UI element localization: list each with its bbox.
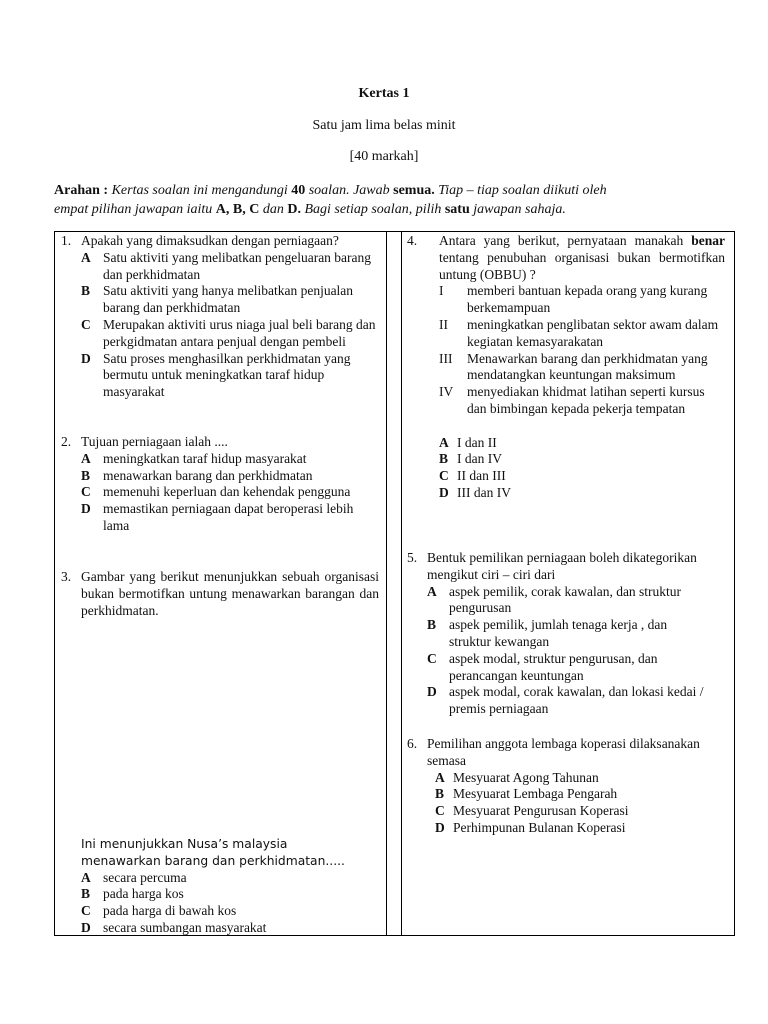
option-text: secara sumbangan masyarakat (103, 919, 267, 935)
option-text: Mesyuarat Pengurusan Koperasi (453, 803, 629, 819)
option-text: Mesyuarat Lembaga Pengarah (453, 786, 618, 802)
question-number: 4. (407, 233, 418, 248)
option-letter: D (427, 684, 437, 700)
question-text: Antara yang berikut, pernyataan manakah (439, 233, 684, 248)
option-text: Merupakan aktiviti urus niaga jual beli barang dan perkgidmatan antara penjual dengan pembeli (103, 316, 376, 349)
statement-text: memberi bantuan kepada orang yang kurang berkemampuan (467, 283, 708, 316)
option-text: menawarkan barang dan perkhidmatan (103, 467, 313, 483)
column-divider (401, 232, 402, 935)
instructions-count: 40 (291, 183, 306, 198)
question-number: 3. (61, 569, 72, 584)
column-divider (386, 232, 387, 935)
option-letter: D (81, 919, 91, 935)
option-text: meningkatkan taraf hidup masyarakat (103, 450, 307, 466)
option-letter: D (435, 819, 445, 835)
question-number: 5. (407, 550, 418, 565)
question-5 (407, 550, 707, 718)
option-text: memastikan perniagaan dapat beroperasi lebih lama (103, 501, 354, 533)
instructions-part2: soalan. Jawab (308, 183, 390, 198)
exam-duration: Satu jam lima belas minit (312, 118, 456, 133)
option-text: Satu aktiviti yang hanya melibatkan penjualan barang dan perkhidmatan (103, 283, 354, 316)
question-text: Pemilihan anggota lembaga koperasi dilaksanakan semasa (427, 736, 700, 768)
instructions (54, 181, 744, 219)
option-text: pada harga kos (103, 886, 184, 902)
option-letter: A (435, 769, 445, 785)
question-3 (61, 569, 379, 619)
question-3-followup (61, 836, 361, 937)
instructions-part6: jawapan sahaja. (473, 202, 566, 217)
instructions-letter-d: D. (287, 202, 301, 217)
option-letter: A (81, 249, 91, 265)
option-text: Satu proses menghasilkan perkhidmatan yang bermutu untuk meningkatkan taraf hidup masyarakat (103, 350, 351, 400)
question-table (54, 231, 735, 936)
option-letter: C (439, 468, 449, 484)
option-text: secara percuma (103, 869, 187, 885)
question-2 (61, 434, 361, 535)
total-marks: [40 markah] (349, 149, 419, 164)
instructions-dan: dan (262, 202, 284, 217)
option-text: I dan II (457, 434, 497, 450)
question-number: 2. (61, 434, 72, 449)
option-letter: C (427, 650, 437, 666)
option-text: Mesyuarat Agong Tahunan (453, 769, 599, 785)
option-letter: C (81, 316, 91, 332)
option-letter: B (81, 283, 91, 299)
question-number: 6. (407, 736, 418, 751)
question-text: Apakah yang dimaksudkan dengan perniagaan? (81, 233, 339, 248)
option-letter: B (439, 451, 449, 467)
option-letter: B (81, 467, 91, 483)
instructions-all: semua. (393, 183, 435, 198)
option-letter: A (439, 434, 449, 450)
option-text: pada harga di bawah kos (103, 903, 237, 919)
question-text-emphasis: benar (691, 233, 726, 248)
question-4 (407, 233, 725, 502)
question-6 (407, 736, 707, 837)
option-letter: C (81, 903, 91, 919)
option-text: memenuhi keperluan dan kehendak pengguna (103, 484, 351, 500)
instructions-part5: Bagi setiap soalan, pilih (304, 202, 442, 217)
instructions-one: satu (444, 202, 470, 217)
statement-text: meningkatkan penglibatan sektor awam dalam kegiatan kemasyarakatan (467, 316, 719, 349)
instructions-part4: empat pilihan jawapan iaitu (54, 202, 213, 217)
option-text: Satu aktiviti yang melibatkan pengeluaran barang dan perkhidmatan (103, 249, 372, 282)
question-1 (61, 233, 383, 401)
statement-numeral: IV (439, 384, 454, 400)
question-followup-text: Ini menunjukkan Nusa’s malaysia menawarkan barang dan perkhidmatan..... (81, 837, 345, 868)
statement-text: menyediakan khidmat latihan seperti kursus dan bimbingan kepada pekerja tempatan (467, 384, 705, 416)
option-text: II dan III (457, 468, 506, 484)
option-letter: D (439, 484, 449, 500)
statement-numeral: III (439, 350, 453, 366)
question-text: tentang penubuhan organisasi bukan bermotifkan untung (OBBU) ? (439, 249, 725, 282)
instructions-part3: Tiap – tiap soalan diikuti oleh (438, 183, 607, 198)
option-letter: A (81, 450, 91, 466)
question-text: Bentuk pemilikan perniagaan boleh dikategorikan mengikut ciri – ciri dari (427, 550, 697, 582)
option-letter: B (81, 886, 91, 902)
instructions-label: Arahan : (54, 183, 109, 198)
option-letter: C (435, 803, 445, 819)
statement-text: Menawarkan barang dan perkhidmatan yang mendatangkan keuntungan maksimum (467, 350, 708, 383)
option-letter: C (81, 484, 91, 500)
option-letter: B (427, 617, 437, 633)
statement-numeral: I (439, 283, 444, 299)
option-letter: D (81, 350, 91, 366)
option-letter: A (427, 583, 437, 599)
instructions-part1: Kertas soalan ini mengandungi (111, 183, 288, 198)
option-text: I dan IV (457, 451, 502, 467)
paper-title: Kertas 1 (358, 86, 410, 101)
option-letter: D (81, 501, 91, 517)
question-text: Tujuan perniagaan ialah .... (81, 434, 228, 449)
option-text: aspek pemilik, jumlah tenaga kerja , dan struktur kewangan (449, 617, 668, 649)
instructions-letters: A, B, C (215, 202, 260, 217)
option-letter: B (435, 786, 445, 802)
statement-numeral: II (439, 316, 448, 332)
question-number: 1. (61, 233, 72, 248)
option-letter: A (81, 869, 91, 885)
option-text: Perhimpunan Bulanan Koperasi (453, 819, 626, 835)
option-text: aspek modal, corak kawalan, dan lokasi kedai / premis perniagaan (449, 684, 704, 717)
option-text: aspek pemilik, corak kawalan, dan struktur pengurusan (449, 583, 682, 616)
question-text: Gambar yang berikut menunjukkan sebuah organisasi bukan bermotifkan untung menawarkan barangan dan perkhidmatan. (81, 569, 379, 618)
option-text: aspek modal, struktur pengurusan, dan perancangan keuntungan (449, 650, 658, 683)
option-text: III dan IV (457, 484, 511, 500)
